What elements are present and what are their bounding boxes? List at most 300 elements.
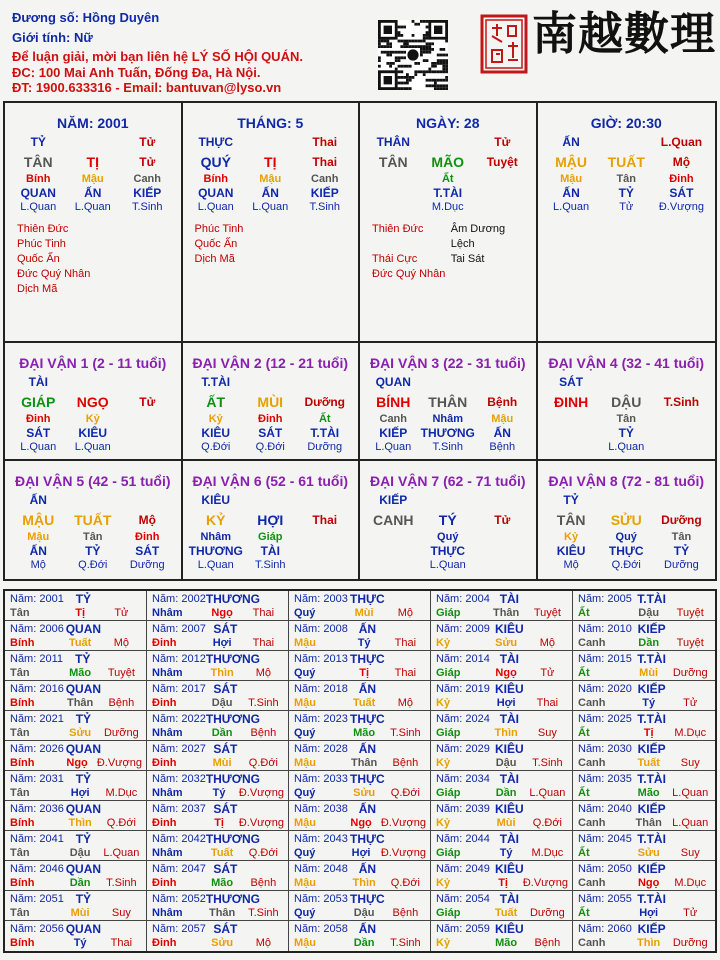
year-branch: Sửu [637,847,660,859]
year-header-row [436,682,568,696]
luck-pillar-6[interactable] [183,461,361,581]
hidden-stems-row-cell [366,530,421,544]
luck-pillar-7[interactable] [360,461,538,581]
year-branch: Tý [642,697,656,709]
year-cell-2026[interactable] [5,741,147,771]
year-detail-row [294,636,426,650]
hidden-gods-row-cell: ẤN [493,426,511,440]
stem-god: TÀI [28,375,48,389]
year-label [10,892,64,906]
year-cell-2053[interactable] [289,891,431,921]
year-detail-row [152,636,284,650]
year-cell-2051[interactable] [5,891,147,921]
year-god: KIÊU [495,862,524,876]
hidden-stems-row-cell: Tân [616,173,637,185]
year-cell-2058[interactable] [289,921,431,951]
spacer [529,622,568,636]
luck-pillar-5[interactable] [5,461,183,581]
hidden-phase-row-cell: L.Quan [20,441,57,453]
year-branch: Tuất [352,697,376,709]
year-cell-2038[interactable] [289,801,431,831]
year-prefix: Năm: [10,893,37,905]
year-god: TỶ [75,892,92,906]
year-prefix: Năm: [578,713,605,725]
year-header-row [294,832,426,846]
year-label [578,712,632,726]
year-cell-2044[interactable] [431,831,573,861]
year-phase: T.Sinh [532,757,563,769]
year-cell-2045[interactable] [573,831,715,861]
year-label [436,922,490,936]
spacer [529,862,568,876]
year-header-row [10,862,142,876]
year-detail-row [578,816,711,830]
year-prefix: Năm: [294,863,321,875]
stem-phase: Tử [494,135,511,149]
spacer [671,592,711,606]
year-branch: Dần [638,637,660,649]
year-detail-row [152,726,284,740]
year-god: THƯƠNG [205,772,260,786]
year-cell-2043[interactable] [289,831,431,861]
year-phase: Thai [252,607,275,619]
year-label [436,772,490,786]
hidden-stems-row-cell [475,530,530,544]
year-cell-2022[interactable] [147,711,289,741]
year-prefix: Năm: [578,653,605,665]
spacer [260,832,284,846]
hidden-stems-row [189,530,353,544]
hidden-stems-row [366,172,530,186]
hidden-stems-row-cell: Mậu [81,173,104,185]
hidden-gods-row-cell [298,544,353,558]
earthly-branch: DẬU [611,394,642,410]
year-number: 2003 [320,593,348,605]
year-cell-2048[interactable] [289,861,431,891]
year-cell-2055[interactable] [573,891,715,921]
year-label [436,622,490,636]
hidden-stems-row-cell [544,412,599,426]
luck-pillar-3[interactable] [360,343,538,461]
year-stem: Canh [578,757,606,769]
year-cell-2015[interactable] [573,651,715,681]
year-cell-2036[interactable] [5,801,147,831]
year-number: 2048 [320,863,348,875]
year-god: SÁT [213,802,238,816]
hidden-stems-row-cell: Tân [82,531,103,543]
year-label [152,922,206,936]
year-branch: Tuất [68,637,92,649]
year-detail-row [294,876,426,890]
year-cell-2005[interactable] [573,591,715,621]
stem-branch-row [366,392,530,412]
spacer [671,802,711,816]
year-label [436,682,490,696]
hidden-phase-row-cell: L.Quan [375,441,412,453]
year-phase: M.Dục [674,727,707,739]
year-label [436,742,490,756]
year-label [152,682,206,696]
year-stem: Mậu [294,697,316,709]
spacer [671,922,711,936]
spacer [529,682,568,696]
year-number: 2028 [320,743,348,755]
year-stem: Tân [10,787,30,799]
hidden-stems-row-cell [298,530,353,544]
year-header-row [294,772,426,786]
year-cell-2011[interactable] [5,651,147,681]
year-stem: Quý [294,847,316,859]
year-prefix: Năm: [436,833,463,845]
spacer [529,832,568,846]
year-cell-2029[interactable] [431,741,573,771]
spacer [103,892,142,906]
year-cell-2046[interactable] [5,861,147,891]
year-phase: Mộ [255,937,272,949]
hidden-gods-row-cell [475,186,530,200]
year-cell-2060[interactable] [573,921,715,951]
year-cell-2035[interactable] [573,771,715,801]
year-cell-2033[interactable] [289,771,431,801]
year-number: 2056 [36,923,64,935]
year-cell-2004[interactable] [431,591,573,621]
year-cell-2017[interactable] [147,681,289,711]
year-cell-2049[interactable] [431,861,573,891]
earthly-branch: THÂN [428,394,468,410]
spacer [654,372,709,392]
year-phase: Mộ [113,637,130,649]
year-cell-2034[interactable] [431,771,573,801]
stem-branch-row [189,152,353,172]
year-label [152,742,206,756]
hidden-phase-row [544,558,710,572]
year-prefix: Năm: [578,623,605,635]
year-cell-2009[interactable] [431,621,573,651]
year-header-row [578,592,711,606]
year-number: 2005 [604,593,632,605]
year-header-row [578,652,711,666]
stem-god-row [544,132,710,152]
year-detail-row [578,906,711,920]
year-phase: Suy [537,727,557,739]
year-prefix: Năm: [152,803,179,815]
year-number: 2002 [178,593,206,605]
year-detail-row [436,936,568,950]
pillar-title: NGÀY: 28 [415,115,480,131]
year-number: 2023 [320,713,348,725]
year-stem: Mậu [294,637,316,649]
year-phase: Thai [536,697,559,709]
year-cell-2020[interactable] [573,681,715,711]
star-item: Đức Quý Nhân [17,268,91,280]
luck-pillar-2[interactable] [183,343,361,461]
spacer [671,742,711,756]
year-number: 2013 [320,653,348,665]
year-label [578,862,632,876]
year-header-row [152,772,284,786]
spacer [671,772,711,786]
year-detail-row [436,876,568,890]
year-label [578,922,632,936]
year-stem: Nhâm [152,907,183,919]
year-header-row [10,832,142,846]
qr-code-icon[interactable] [378,20,448,90]
year-prefix: Năm: [294,773,321,785]
annual-luck-table [3,589,717,953]
year-detail-row [152,936,284,950]
year-number: 2019 [462,683,490,695]
luck-pillar-1[interactable] [5,343,183,461]
year-detail-row [10,636,142,650]
spacer [245,682,284,696]
year-god: TỶ [75,652,91,666]
year-stem: Đinh [152,817,177,829]
hidden-phase-row-cell: M.Dục [431,201,464,213]
year-cell-2023[interactable] [289,711,431,741]
year-branch: Thìn [494,727,518,739]
hidden-phase-row-cell: Q.Đới [255,441,285,453]
year-phase: Bệnh [534,937,561,949]
spacer [245,742,284,756]
hidden-gods-row [366,186,530,200]
year-label [294,682,348,696]
year-detail-row [436,696,568,710]
hidden-phase-row-cell: Dưỡng [129,559,165,571]
hidden-phase-row-cell [366,558,421,572]
year-cell-2039[interactable] [431,801,573,831]
spacer [529,802,568,816]
year-stem: Đinh [152,637,177,649]
stem-god: QUAN [375,375,411,389]
year-cell-2002[interactable] [147,591,289,621]
year-label [10,712,64,726]
year-cell-2018[interactable] [289,681,431,711]
year-branch: Sửu [69,727,92,739]
hidden-phase-row-cell: L.Quan [608,441,645,453]
year-header-row [152,922,284,936]
hidden-gods-row-cell: SÁT [669,186,694,200]
growth-phase: Dưỡng [661,513,702,527]
year-cell-2028[interactable] [289,741,431,771]
pillar-day[interactable] [360,103,538,343]
year-cell-2052[interactable] [147,891,289,921]
stem-god-row [366,490,530,510]
year-label [152,712,206,726]
year-cell-2042[interactable] [147,831,289,861]
year-label [578,742,632,756]
hidden-phase-row-cell: T.Sinh [254,559,286,571]
year-cell-2014[interactable] [431,651,573,681]
year-label [294,862,348,876]
year-branch: Sửu [495,637,518,649]
stars-list [366,222,530,282]
hidden-phase-row-cell: Bệnh [489,441,516,453]
year-cell-2057[interactable] [147,921,289,951]
year-phase: L.Quan [529,787,566,799]
year-prefix: Năm: [436,593,463,605]
year-label [294,652,348,666]
heavenly-stem: ĐINH [553,394,589,410]
year-number: 2012 [178,653,206,665]
year-cell-2032[interactable] [147,771,289,801]
pillar-title: ĐẠI VẬN 3 (22 - 31 tuổi) [369,355,526,371]
year-detail-row [578,606,711,620]
year-stem: Kỷ [436,817,451,829]
year-cell-2019[interactable] [431,681,573,711]
star-item: Quốc Ấn [17,253,60,265]
year-prefix: Năm: [152,623,179,635]
pillar-hour[interactable] [538,103,716,343]
year-label [578,592,632,606]
year-cell-2008[interactable] [289,621,431,651]
hidden-gods-row-cell: KIẾP [133,186,162,200]
year-phase: Suy [680,757,700,769]
year-label [436,592,490,606]
year-cell-2003[interactable] [289,591,431,621]
year-stem: Bính [10,637,35,649]
year-prefix: Năm: [10,803,37,815]
year-header-row [10,622,142,636]
year-god: QUAN [65,862,102,876]
year-cell-2007[interactable] [147,621,289,651]
year-prefix: Năm: [10,743,37,755]
year-label [10,862,64,876]
year-cell-2024[interactable] [431,711,573,741]
year-label [10,622,64,636]
year-cell-2031[interactable] [5,771,147,801]
year-cell-2027[interactable] [147,741,289,771]
year-stem: Canh [578,817,606,829]
year-cell-2054[interactable] [431,891,573,921]
year-cell-2013[interactable] [289,651,431,681]
year-branch: Tuất [494,907,518,919]
year-header-row [578,862,711,876]
pillar-title: ĐẠI VẬN 1 (2 - 11 tuổi) [19,355,167,371]
year-number: 2057 [178,923,206,935]
year-header-row [10,802,142,816]
year-detail-row [578,936,711,950]
year-detail-row [436,726,568,740]
year-branch: Mùi [496,817,516,829]
hidden-phase-row-cell: Q.Đới [611,559,641,571]
spacer [103,772,142,786]
year-header-row [10,592,142,606]
year-phase: Bệnh [108,697,135,709]
year-phase: Q.Đới [106,817,136,829]
hidden-stems-row-cell: Mậu [560,173,583,185]
year-cell-2021[interactable] [5,711,147,741]
hidden-phase-row-cell: L.Quan [20,201,57,213]
pillar-year[interactable] [5,103,183,343]
hidden-stems-row-cell: Mậu [491,413,514,425]
year-prefix: Năm: [152,653,179,665]
year-header-row [436,862,568,876]
year-header-row [436,592,568,606]
earthly-branch: NGỌ [76,394,109,410]
year-cell-2041[interactable] [5,831,147,861]
year-stem: Kỷ [436,757,451,769]
year-detail-row [10,846,142,860]
year-phase: Q.Đới [390,787,420,799]
year-label [10,772,64,786]
hidden-gods-row-cell: ẤN [29,544,47,558]
hidden-gods-row-cell: KIẾP [379,426,408,440]
year-god: ẤN [358,622,377,636]
year-branch: Tị [214,817,224,829]
hidden-stems-row [189,172,353,186]
year-label [294,772,348,786]
year-label [152,652,206,666]
year-phase: Đ.Vượng [238,787,284,799]
year-phase: Suy [680,847,700,859]
year-cell-2040[interactable] [573,801,715,831]
luck-pillar-4[interactable] [538,343,716,461]
year-cell-2025[interactable] [573,711,715,741]
year-stem: Tân [10,847,30,859]
year-cell-2037[interactable] [147,801,289,831]
year-cell-2001[interactable] [5,591,147,621]
hidden-stems-row-cell: Ất [441,173,454,185]
year-cell-2006[interactable] [5,621,147,651]
year-cell-2059[interactable] [431,921,573,951]
year-god: KIẾP [637,922,666,936]
year-stem: Bính [10,757,35,769]
hidden-gods-row-cell: T.TÀI [310,426,340,440]
year-label [436,862,490,876]
year-phase: Q.Đới [390,877,420,889]
year-detail-row [152,696,284,710]
hidden-stems-row-cell: Kỷ [564,531,579,543]
year-detail-row [152,606,284,620]
year-cell-2050[interactable] [573,861,715,891]
year-number: 2036 [36,803,64,815]
year-cell-2056[interactable] [5,921,147,951]
year-stem: Mậu [294,937,316,949]
spacer [103,742,142,756]
spacer [599,372,654,392]
year-label [436,712,490,726]
year-cell-2030[interactable] [573,741,715,771]
year-header-row [436,712,568,726]
spacer [103,592,142,606]
year-number: 2027 [178,743,206,755]
year-phase: Mộ [397,607,414,619]
year-branch: Mão [495,937,518,949]
year-detail-row [10,876,142,890]
luck-pillar-8[interactable] [538,461,716,581]
year-detail-row [294,756,426,770]
spacer [103,832,142,846]
pillar-month[interactable] [183,103,361,343]
year-header-row [436,622,568,636]
year-cell-2012[interactable] [147,651,289,681]
hidden-stems-row [11,412,175,426]
stem-branch-row [544,152,710,172]
year-prefix: Năm: [578,923,605,935]
year-cell-2010[interactable] [573,621,715,651]
year-cell-2016[interactable] [5,681,147,711]
heavenly-stem: TÂN [23,154,53,170]
spacer [671,712,711,726]
year-cell-2047[interactable] [147,861,289,891]
hidden-gods-row-cell [544,426,599,440]
year-detail-row [436,816,568,830]
year-stem: Đinh [152,697,177,709]
year-stem: Ất [578,907,590,919]
year-phase: Tử [540,667,555,679]
year-number: 2041 [36,833,64,845]
growth-phase: Tử [494,513,511,527]
